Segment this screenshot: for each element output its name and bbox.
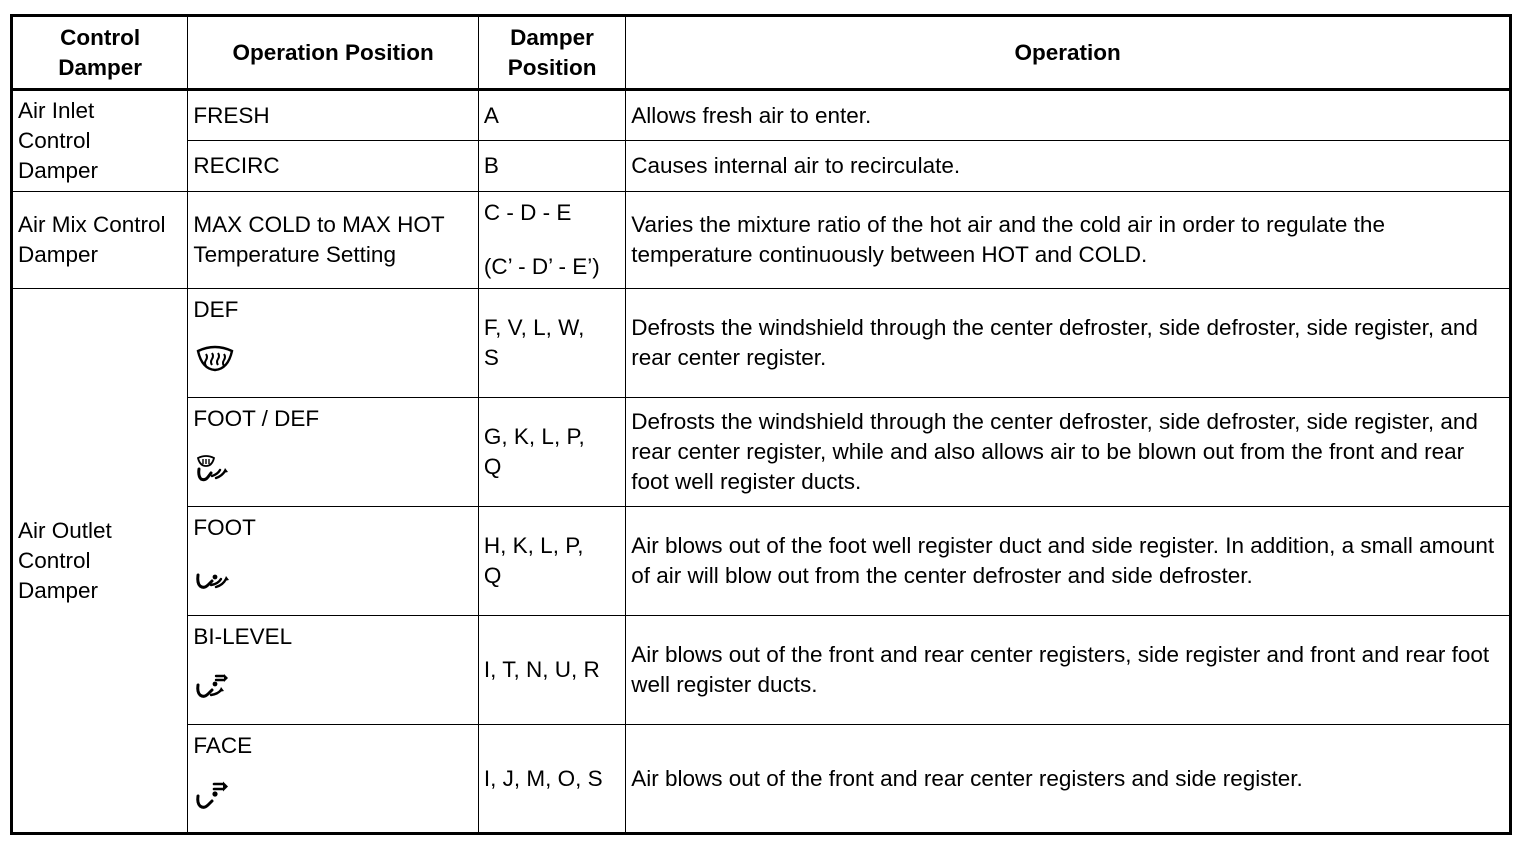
table-row-def: [12, 289, 1511, 398]
damper-air-mix-secondary: (C’ - D’ - E’): [483, 254, 600, 279]
damper-foot-def: G, K, L, P, Q: [478, 398, 625, 507]
table-row-recirc: [12, 141, 1511, 192]
position-foot-def: [188, 398, 479, 507]
table-row-bi-level: [12, 616, 1511, 725]
position-bi-level: [188, 616, 479, 725]
operation-def: Defrosts the windshield through the center defroster, side defroster, side register, and rear center register.: [626, 289, 1511, 398]
damper-foot: H, K, L, P, Q: [478, 507, 625, 616]
position-max-cold-to-max-hot: MAX COLD to MAX HOT Temperature Setting: [188, 192, 479, 289]
damper-control-table: [10, 14, 1512, 835]
position-def: [188, 289, 479, 398]
damper-air-mix: [478, 192, 625, 289]
operation-recirc: Causes internal air to recirculate.: [626, 141, 1511, 192]
control-air-mix: Air Mix Control Damper: [12, 192, 188, 289]
damper-def: F, V, L, W, S: [478, 289, 625, 398]
control-air-inlet: Air Inlet Control Damper: [12, 90, 188, 192]
position-foot-label: FOOT: [193, 515, 256, 540]
damper-face: I, J, M, O, S: [478, 725, 625, 834]
position-foot: [188, 507, 479, 616]
foot-defrost-icon: [195, 454, 473, 482]
position-face-label: FACE: [193, 733, 253, 758]
operation-face: Air blows out of the front and rear center registers and side register.: [626, 725, 1511, 834]
header-damper-position: Damper Position: [478, 16, 625, 90]
position-bi-level-label: BI-LEVEL: [193, 624, 293, 649]
header-operation: Operation: [626, 16, 1511, 90]
operation-fresh: Allows fresh air to enter.: [626, 90, 1511, 141]
header-row: [12, 16, 1511, 90]
position-foot-def-label: FOOT / DEF: [193, 406, 320, 431]
table-row-fresh: [12, 90, 1511, 141]
operation-bi-level: Air blows out of the front and rear center registers, side register and front and rear foot well register ducts.: [626, 616, 1511, 725]
position-def-label: DEF: [193, 297, 239, 322]
face-vent-icon: [195, 781, 473, 811]
damper-air-mix-primary: C - D - E: [483, 200, 572, 225]
table-row-face: [12, 725, 1511, 834]
header-operation-position: Operation Position: [188, 16, 479, 90]
operation-foot: Air blows out of the foot well register duct and side register. In addition, a small amount of air will blow out from the center defroster and side defroster.: [626, 507, 1511, 616]
table-row-foot-def: [12, 398, 1511, 507]
operation-air-mix: Varies the mixture ratio of the hot air and the cold air in order to regulate the temperature continuously between HOT and COLD.: [626, 192, 1511, 289]
position-recirc: RECIRC: [188, 141, 479, 192]
table-row-air-mix: [12, 192, 1511, 289]
header-control-damper: Control Damper: [12, 16, 188, 90]
damper-recirc: B: [478, 141, 625, 192]
foot-vent-icon: [195, 563, 473, 591]
operation-foot-def: Defrosts the windshield through the center defroster, side defroster, side register, and rear center register, while and also allows air to be blown out from the front and rear foot well register ducts.: [626, 398, 1511, 507]
control-air-outlet: Air Outlet Control Damper: [12, 289, 188, 834]
damper-bi-level: I, T, N, U, R: [478, 616, 625, 725]
damper-fresh: A: [478, 90, 625, 141]
table-row-foot: [12, 507, 1511, 616]
bi-level-vent-icon: [195, 672, 473, 700]
position-fresh: FRESH: [188, 90, 479, 141]
position-face: [188, 725, 479, 834]
defroster-icon: [195, 345, 473, 373]
